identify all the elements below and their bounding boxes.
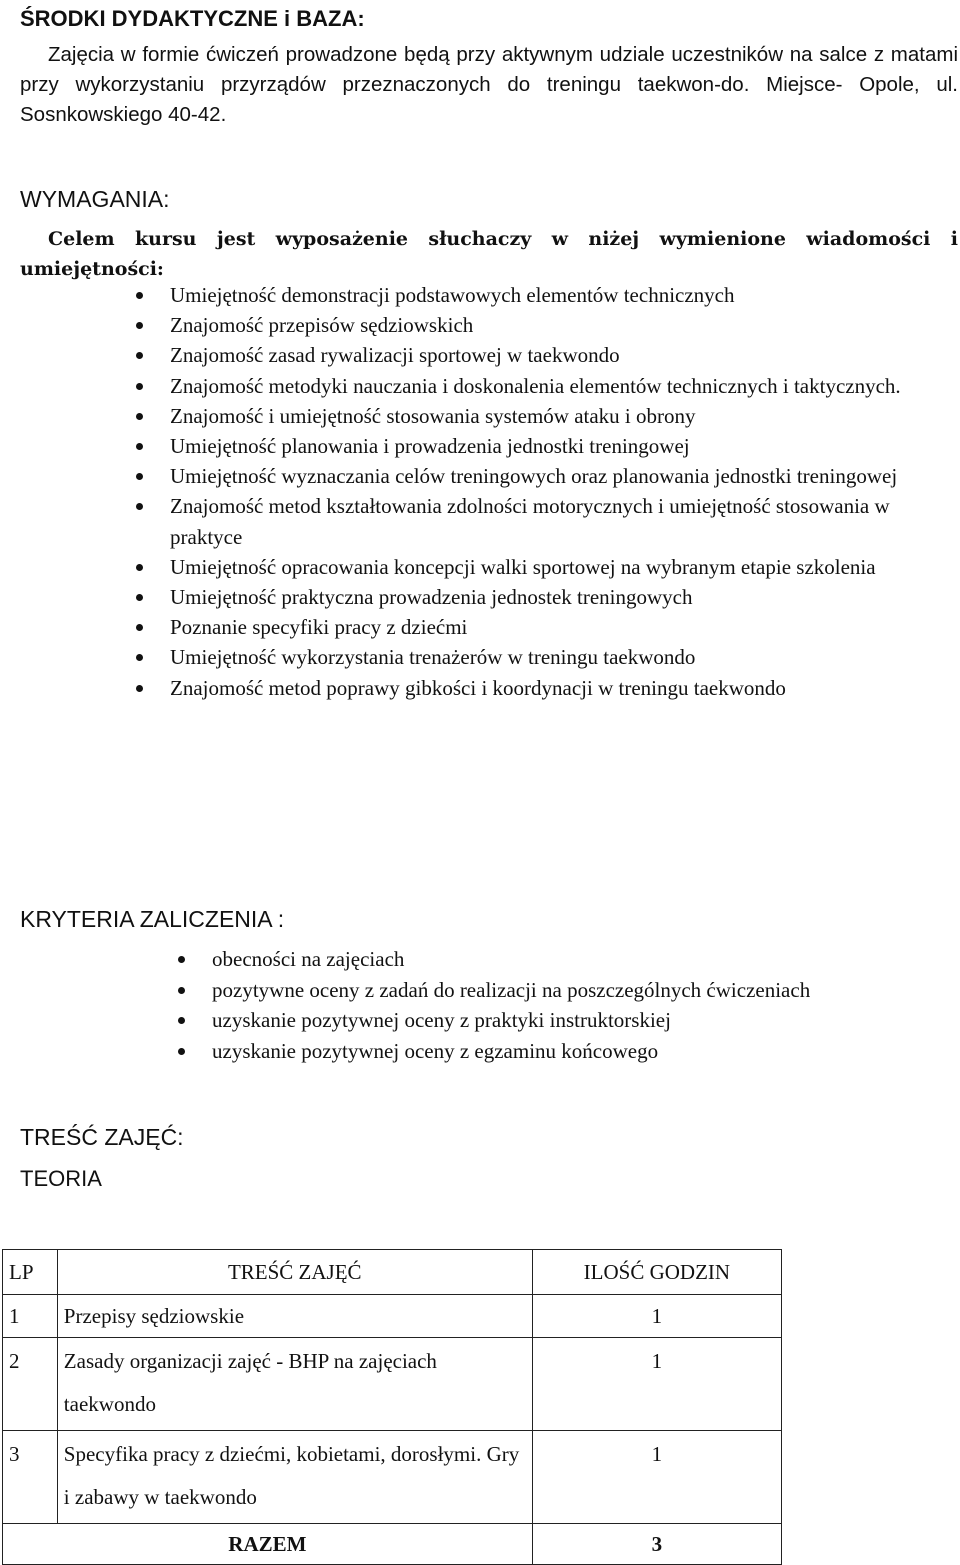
- list-item: Znajomość metod poprawy gibkości i koordynacji w treningu taekwondo: [130, 673, 960, 703]
- list-item: obecności na zajęciach: [172, 944, 960, 975]
- header-ilosc: ILOŚĆ GODZIN: [532, 1250, 781, 1295]
- wymagania-intro-line1: Celem kursu jest wyposażenie słuchaczy w niżej wymienione wiadomości i: [48, 228, 958, 250]
- list-item: Umiejętność praktyczna prowadzenia jednostek treningowych: [130, 582, 960, 612]
- list-item: Umiejętność demonstracji podstawowych elementów technicznych: [130, 280, 960, 310]
- kryteria-list: [172, 944, 960, 1066]
- srodki-heading: ŚRODKI DYDAKTYCZNE i BAZA:: [20, 6, 365, 31]
- table-header-row: [3, 1250, 782, 1295]
- list-item: Poznanie specyfiki pracy z dziećmi: [130, 612, 960, 642]
- cell-tresc: Przepisy sędziowskie: [57, 1295, 532, 1338]
- table-total-row: [3, 1524, 782, 1565]
- header-lp: LP: [3, 1250, 58, 1295]
- kryteria-heading: KRYTERIA ZALICZENIA :: [20, 906, 285, 932]
- teoria-subheading: TEORIA: [20, 1166, 102, 1191]
- cell-lp: 2: [3, 1338, 58, 1431]
- list-item: Umiejętność planowania i prowadzenia jednostki treningowej: [130, 431, 960, 461]
- list-item: pozytywne oceny z zadań do realizacji na poszczególnych ćwiczeniach: [172, 975, 960, 1006]
- wymagania-intro: [20, 224, 958, 284]
- cell-tresc: Zasady organizacji zajęć - BHP na zajęciach taekwondo: [57, 1338, 532, 1431]
- list-item: Umiejętność wyznaczania celów treningowych oraz planowania jednostki treningowej: [130, 461, 960, 491]
- list-item: Znajomość zasad rywalizacji sportowej w taekwondo: [130, 340, 960, 370]
- list-item: uzyskanie pozytywnej oceny z praktyki instruktorskiej: [172, 1005, 960, 1036]
- list-item: uzyskanie pozytywnej oceny z egzaminu końcowego: [172, 1036, 960, 1067]
- list-item: Znajomość metod kształtowania zdolności motorycznych i umiejętność stosowania w praktyce: [130, 491, 960, 551]
- cell-ilosc: 1: [532, 1338, 781, 1431]
- srodki-paragraph: Zajęcia w formie ćwiczeń prowadzone będą przy aktywnym udziale uczestników na salce z matami przy wykorzystaniu przyrządów przeznaczonych do treningu taekwon-do. Miejsce- Opole, ul. Sosnkowskiego 40-42.: [20, 43, 958, 126]
- tresc-heading: TREŚĆ ZAJĘĆ:: [20, 1124, 184, 1150]
- total-value: 3: [532, 1524, 781, 1565]
- list-item: Znajomość i umiejętność stosowania systemów ataku i obrony: [130, 401, 960, 431]
- wymagania-heading: WYMAGANIA:: [20, 186, 170, 212]
- cell-tresc: Specyfika pracy z dziećmi, kobietami, dorosłymi. Gry i zabawy w taekwondo: [57, 1431, 532, 1524]
- total-label: RAZEM: [3, 1524, 533, 1565]
- wymagania-list: [130, 280, 960, 703]
- cell-ilosc: 1: [532, 1431, 781, 1524]
- list-item: Znajomość metodyki nauczania i doskonalenia elementów technicznych i taktycznych.: [130, 371, 960, 401]
- header-tresc: TREŚĆ ZAJĘĆ: [57, 1250, 532, 1295]
- course-table: [2, 1249, 782, 1565]
- table-row: [3, 1338, 782, 1431]
- wymagania-intro-line2: umiejętności:: [20, 258, 164, 280]
- list-item: Znajomość przepisów sędziowskich: [130, 310, 960, 340]
- list-item: Umiejętność wykorzystania trenażerów w treningu taekwondo: [130, 642, 960, 672]
- cell-lp: 1: [3, 1295, 58, 1338]
- table-row: [3, 1295, 782, 1338]
- table-row: [3, 1431, 782, 1524]
- cell-lp: 3: [3, 1431, 58, 1524]
- list-item: Umiejętność opracowania koncepcji walki sportowej na wybranym etapie szkolenia: [130, 552, 960, 582]
- cell-ilosc: 1: [532, 1295, 781, 1338]
